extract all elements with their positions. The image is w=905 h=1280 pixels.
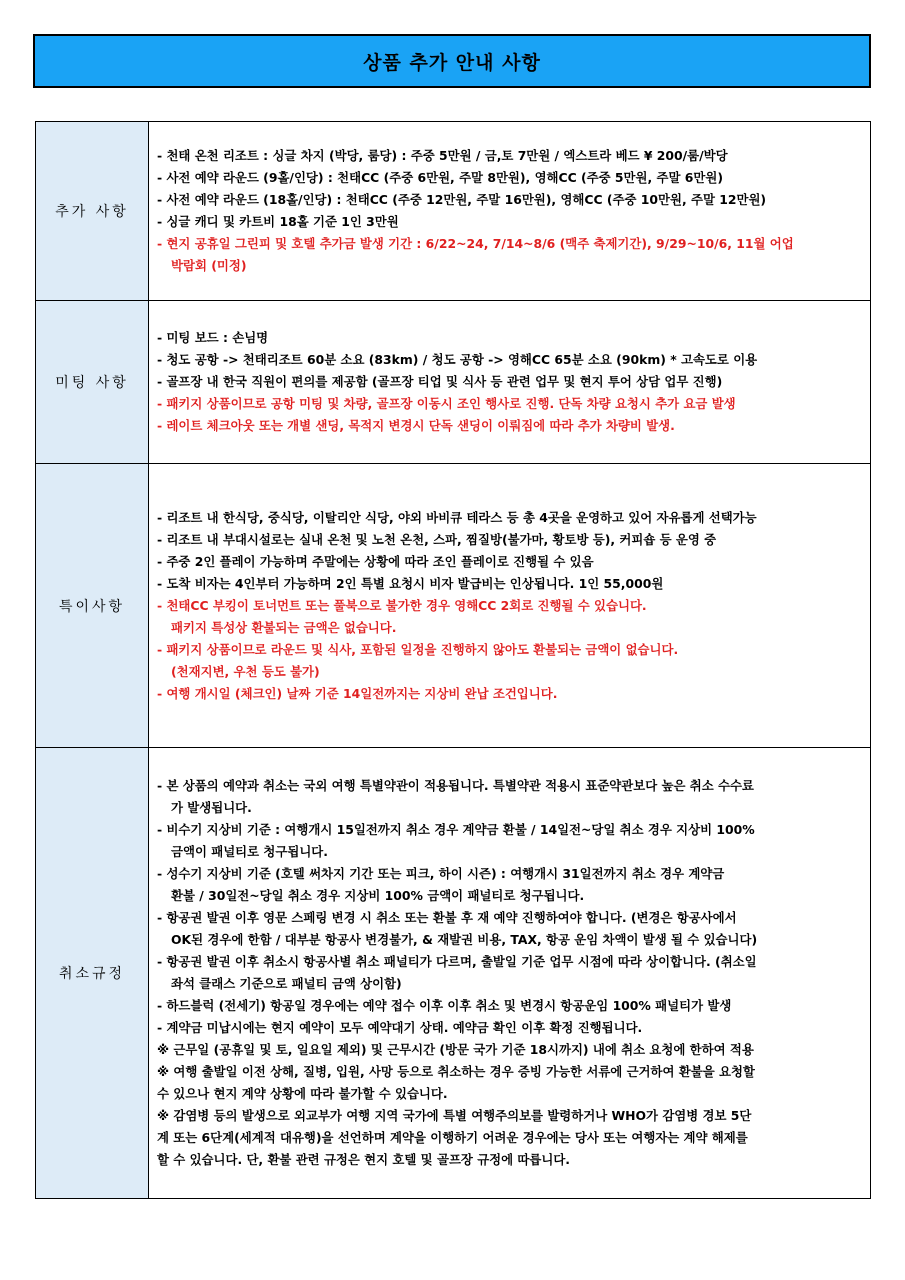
section-line: - 패키지 상품이므로 라운드 및 식사, 포함된 일정을 진행하지 않아도 환불되는 금액이 없습니다.: [157, 641, 679, 657]
section-line: - 패키지 상품이므로 공항 미팅 및 차량, 골프장 이동시 조인 행사로 진행. 단독 차량 요청시 추가 요금 발생: [157, 396, 736, 411]
section-line: 금액이 패널티로 청구됩니다.: [171, 844, 328, 859]
section-line: - 레이트 체크아웃 또는 개별 샌딩, 목적지 변경시 단독 샌딩이 이뤄짐에 따라 추가 차량비 발생.: [157, 418, 675, 433]
section-line: 좌석 클래스 기준으로 패널티 금액 상이함): [171, 976, 402, 991]
section-line: - 현지 공휴일 그린피 및 호텔 추가금 발생 기간 : 6/22~24, 7/14~8/6 (맥주 축제기간), 9/29~10/6, 11월 어업: [157, 236, 794, 251]
section-label: 미팅 사항: [36, 301, 149, 463]
section-line: ※ 감염병 등의 발생으로 외교부가 여행 지역 국가에 특별 여행주의보를 발령하거나 WHO가 감염병 경보 5단: [157, 1108, 752, 1123]
section-line: - 사전 예약 라운드 (18홀/인당) : 천태CC (주중 12만원, 주말 16만원), 영해CC (주중 10만원, 주말 12만원): [157, 192, 767, 207]
section-line: 환불 / 30일전~당일 취소 경우 지상비 100% 금액이 패널티로 청구됩니다.: [171, 888, 585, 903]
section-line: - 천태CC 부킹이 토너먼트 또는 풀북으로 불가한 경우 영해CC 2회로 진행될 수 있습니다.: [157, 597, 647, 613]
section-content: [149, 122, 870, 300]
info-table: [35, 121, 871, 1199]
section-cancellation: [36, 748, 870, 1198]
page-title: 상품 추가 안내 사항: [33, 34, 871, 88]
section-special: [36, 464, 870, 748]
section-line: 수 있으나 현지 계약 상황에 따라 불가할 수 있습니다.: [157, 1086, 448, 1101]
section-line: - 항공권 발권 이후 취소시 항공사별 취소 패널티가 다르며, 출발일 기준 업무 시점에 따라 상이합니다. (취소일: [157, 954, 757, 969]
section-line: (천재지변, 우천 등도 불가): [171, 663, 320, 679]
section-line: - 싱글 캐디 및 카트비 18홀 기준 1인 3만원: [157, 214, 399, 229]
section-line: - 여행 개시일 (체크인) 날짜 기준 14일전까지는 지상비 완납 조건입니다.: [157, 685, 558, 701]
section-line: 박람회 (미정): [171, 258, 247, 273]
section-content: [149, 748, 870, 1198]
section-line: - 항공권 발권 이후 영문 스페링 변경 시 취소 또는 환불 후 재 예약 진행하여야 합니다. (변경은 항공사에서: [157, 910, 737, 925]
section-line: OK된 경우에 한함 / 대부분 항공사 변경불가, & 재발권 비용, TAX, 항공 운임 차액이 발생 될 수 있습니다): [171, 932, 758, 947]
section-meeting: [36, 301, 870, 464]
section-line: - 리조트 내 부대시설로는 실내 온천 및 노천 온천, 스파, 찜질방(불가마, 황토방 등), 커피숍 등 운영 중: [157, 531, 717, 547]
section-line: 할 수 있습니다. 단, 환불 관련 규정은 현지 호텔 및 골프장 규정에 따릅니다.: [157, 1152, 570, 1167]
section-line: - 사전 예약 라운드 (9홀/인당) : 천태CC (주중 6만원, 주말 8만원), 영해CC (주중 5만원, 주말 6만원): [157, 170, 723, 185]
section-content: [149, 301, 870, 463]
section-line: - 리조트 내 한식당, 중식당, 이탈리안 식당, 야외 바비큐 테라스 등 총 4곳을 운영하고 있어 자유롭게 선택가능: [157, 509, 757, 525]
section-line: - 주중 2인 플레이 가능하며 주말에는 상황에 따라 조인 플레이로 진행될 수 있음: [157, 553, 594, 569]
section-label: 특이사항: [36, 464, 149, 747]
section-line: - 골프장 내 한국 직원이 편의를 제공함 (골프장 티업 및 식사 등 관련 업무 및 현지 투어 상담 업무 진행): [157, 374, 723, 389]
section-line: 패키지 특성상 환불되는 금액은 없습니다.: [171, 619, 397, 635]
section-line: 계 또는 6단계(세계적 대유행)을 선언하며 계약을 이행하기 어려운 경우에는 당사 또는 여행자는 계약 해제를: [157, 1130, 748, 1145]
section-line: ※ 근무일 (공휴일 및 토, 일요일 제외) 및 근무시간 (방문 국가 기준 18시까지) 내에 취소 요청에 한하여 적용: [157, 1042, 754, 1057]
section-line: - 성수기 지상비 기준 (호텔 써차지 기간 또는 피크, 하이 시즌) : 여행개시 31일전까지 취소 경우 계약금: [157, 866, 725, 881]
section-line: - 도착 비자는 4인부터 가능하며 2인 특별 요청시 비자 발급비는 인상됩니다. 1인 55,000원: [157, 575, 664, 591]
section-line: - 청도 공항 -> 천태리조트 60분 소요 (83km) / 청도 공항 -> 영해CC 65분 소요 (90km) * 고속도로 이용: [157, 352, 758, 367]
section-label: 취소규정: [36, 748, 149, 1198]
section-line: - 천태 온천 리조트 : 싱글 차지 (박당, 룸당) : 주중 5만원 / 금,토 7만원 / 엑스트라 베드 ¥ 200/룸/박당: [157, 148, 728, 163]
section-content: [149, 464, 870, 747]
section-line: 가 발생됩니다.: [171, 800, 252, 815]
section-line: ※ 여행 출발일 이전 상해, 질병, 입원, 사망 등으로 취소하는 경우 증빙 가능한 서류에 근거하여 환불을 요청할: [157, 1064, 755, 1079]
section-line: - 미팅 보드 : 손님명: [157, 330, 269, 345]
section-additional: [36, 122, 870, 301]
section-line: - 계약금 미납시에는 현지 예약이 모두 예약대기 상태. 예약금 확인 이후 확정 진행됩니다.: [157, 1020, 643, 1035]
section-line: - 하드블럭 (전세기) 항공일 경우에는 예약 접수 이후 이후 취소 및 변경시 항공운임 100% 패널티가 발생: [157, 998, 732, 1013]
section-label: 추가 사항: [36, 122, 149, 300]
section-line: - 본 상품의 예약과 취소는 국외 여행 특별약관이 적용됩니다. 특별약관 적용시 표준약관보다 높은 취소 수수료: [157, 778, 754, 793]
section-line: - 비수기 지상비 기준 : 여행개시 15일전까지 취소 경우 계약금 환불 / 14일전~당일 취소 경우 지상비 100%: [157, 822, 755, 837]
